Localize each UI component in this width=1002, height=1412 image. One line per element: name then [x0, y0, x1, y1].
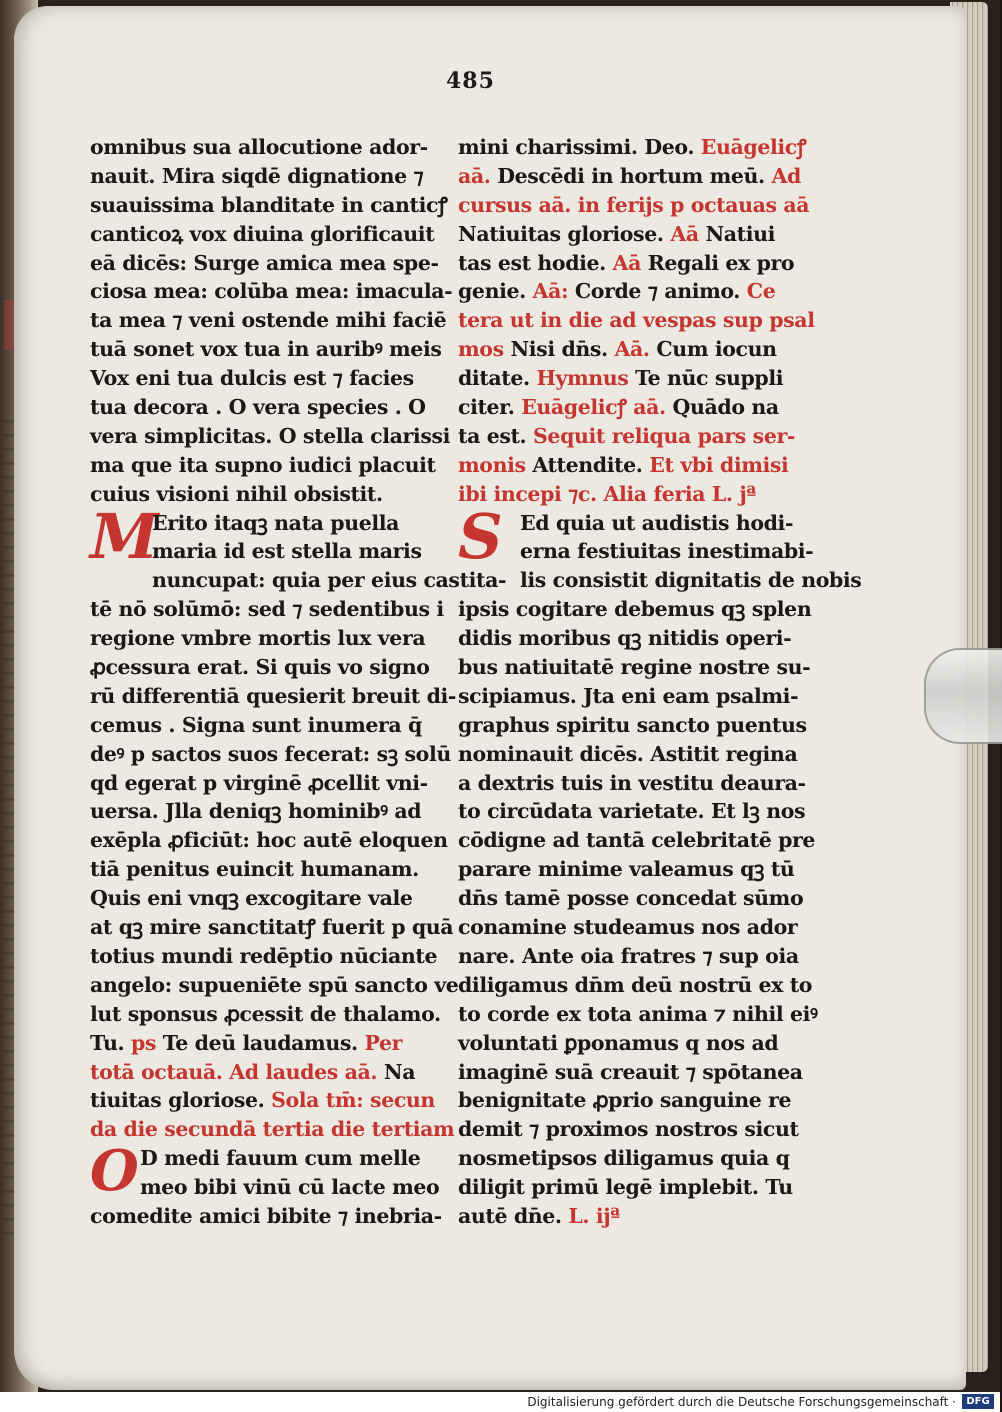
body-text: angelo: supueniēte spū sancto ve: [90, 972, 459, 997]
rubric-text: L. ijª: [568, 1203, 620, 1228]
body-text: Quis eni vnqꝫ excogitare vale: [90, 886, 413, 911]
body-text: tē nō solūmō: sed ⁊ sedentibus i: [90, 597, 444, 622]
body-text: Descēdi in hortum meū.: [497, 163, 772, 188]
text-line: [458, 422, 798, 451]
body-text: tas est hodie.: [458, 250, 613, 275]
text-line: [90, 133, 440, 162]
body-text: Erito itaqꝫ nata puella: [152, 510, 399, 535]
text-line: [458, 653, 811, 682]
page-number: 485: [446, 68, 495, 94]
rubric-text: Aā: [670, 221, 699, 246]
body-text: Cum iocun: [649, 337, 777, 362]
rubricated-initial: M: [90, 499, 159, 573]
text-line: [458, 1000, 818, 1029]
right-text-column: [458, 133, 862, 1231]
body-text: Te deū laudamus.: [156, 1030, 365, 1055]
text-line: [458, 1115, 798, 1144]
text-line: [90, 191, 448, 220]
body-text: tua decora . O vera species . O: [90, 395, 426, 420]
text-line: [458, 769, 806, 798]
rubric-text: ps: [130, 1030, 157, 1055]
text-line: [90, 653, 440, 682]
body-text: uersa. Jlla deniqꝫ hominibꝰ ad: [90, 799, 422, 824]
text-line: [90, 682, 457, 711]
body-text: regione vmbre mortis lux vera: [90, 626, 426, 651]
text-line: [458, 971, 813, 1000]
body-text: cuius visioni nihil obsistit.: [90, 481, 383, 506]
rubric-text: Aā.: [614, 337, 650, 362]
rubric-text: cursus aā. in ferijs p octauas aā: [458, 192, 810, 217]
body-text: erna festiuitas inestimabi-: [520, 539, 814, 564]
body-text: tuā sonet vox tua in auribꝰ meis: [90, 337, 442, 362]
body-text: Natiuitas gloriose.: [458, 221, 671, 246]
body-text: nuncupat: quia per eius castita-: [152, 568, 507, 593]
body-text: imaginē suā creauit ⁊ spōtanea: [458, 1059, 803, 1084]
body-text: didis moribus qꝫ nitidis operi-: [458, 626, 792, 651]
body-text: Vox eni tua dulcis est ⁊ facies: [90, 366, 414, 391]
body-text: Natiui: [698, 221, 776, 246]
body-text: Corde ⁊ animo.: [568, 279, 747, 304]
body-text: meo bibi vinū cū lacte meo: [140, 1175, 440, 1200]
text-line: [458, 1058, 803, 1087]
text-line: [458, 480, 798, 509]
text-line: [90, 1058, 440, 1087]
rubric-text: Sola tm̄: secun: [271, 1088, 435, 1113]
body-text: Quādo na: [665, 395, 779, 420]
body-text: parare minime valeamus qꝫ tū: [458, 857, 795, 882]
text-line: [90, 595, 444, 624]
text-line: [90, 913, 454, 942]
rubric-text: da die secundā tertia die tertiam: [90, 1117, 455, 1142]
text-line: [458, 1173, 798, 1202]
rubric-text: Euāgelicꝭ aā.: [521, 395, 666, 420]
text-line: [458, 306, 815, 335]
body-text: ꝓcessura erat. Si quis vo signo: [90, 655, 430, 680]
body-text: lut sponsus ꝓcessit de thalamo.: [90, 1001, 441, 1026]
body-text: cōdigne ad tantā celebritatē pre: [458, 828, 816, 853]
text-line: [90, 769, 440, 798]
text-line: [458, 191, 810, 220]
body-text: deꝰ p sactos suos fecerat: sꝫ solū: [90, 741, 451, 766]
body-text: tiā penitus euincit humanam.: [90, 857, 419, 882]
rubric-text: Aā: [612, 250, 642, 275]
rubric-text: Aā:: [532, 279, 569, 304]
text-line: [458, 1202, 798, 1231]
text-line: [90, 162, 440, 191]
text-line: [458, 855, 798, 884]
text-line: [458, 220, 798, 249]
body-text: ta est.: [458, 423, 534, 448]
rubric-text: tera ut in die ad vespas sup psal: [458, 308, 815, 333]
body-text: nauit. Mira siqdē dignatione ⁊: [90, 163, 424, 188]
text-line: [90, 1000, 440, 1029]
body-text: Nisi dn̄s.: [503, 337, 615, 362]
rubric-text: Per: [364, 1030, 402, 1055]
body-text: autē dn̄e.: [458, 1203, 569, 1228]
text-line: [90, 826, 448, 855]
text-line: [90, 1115, 455, 1144]
body-text: Attendite.: [525, 452, 650, 477]
rubric-text: Sequit reliqua pars ser-: [533, 423, 795, 448]
body-text: to corde ex tota anima ⁊ nihil eiꝰ: [458, 1001, 818, 1026]
body-text: mini charissimi. Deo.: [458, 135, 701, 159]
text-line: [458, 624, 798, 653]
text-line: [458, 1029, 798, 1058]
body-text: genie.: [458, 279, 533, 304]
body-text: nominauit dicēs. Astitit regina: [458, 741, 798, 766]
body-text: ciosa mea: colūba mea: imacula-: [90, 279, 453, 304]
text-line: [90, 480, 440, 509]
text-line: [90, 740, 451, 769]
text-line: [90, 306, 447, 335]
rubric-text: Ce: [746, 279, 776, 304]
text-line: [458, 277, 798, 306]
rubric-text: totā octauā. Ad laudes aā.: [90, 1059, 378, 1084]
rubric-text: monis: [458, 452, 526, 477]
text-line: [458, 1144, 798, 1173]
body-text: Regali ex pro: [641, 250, 795, 275]
body-text: Tu.: [90, 1030, 131, 1055]
body-text: conamine studeamus nos ador: [458, 915, 798, 940]
text-line: [90, 1173, 440, 1202]
body-text: benignitate ꝓprio sanguine re: [458, 1088, 792, 1113]
digitization-footer: [0, 1392, 1000, 1412]
text-line: [90, 797, 440, 826]
text-line: [90, 451, 440, 480]
rubric-text: Hymnus: [536, 366, 629, 391]
text-line: [458, 797, 806, 826]
body-text: Ed quia ut audistis hodi-: [520, 510, 794, 535]
body-text: maria id est stella maris: [152, 539, 422, 564]
text-line: [90, 942, 440, 971]
text-line: [90, 971, 459, 1000]
text-line: [90, 249, 440, 278]
rubric-text: aā.: [458, 163, 498, 188]
body-text: eā dicēs: Surge amica mea spe-: [90, 250, 439, 275]
body-text: nare. Ante oia fratres ⁊ sup oia: [458, 943, 799, 968]
text-line: [458, 711, 807, 740]
body-text: exēpla ꝓficiūt: hoc autē eloquen: [90, 828, 448, 853]
text-line: [458, 740, 798, 769]
text-line: [458, 249, 798, 278]
text-line: [458, 942, 798, 971]
body-text: cemus . Signa sunt inumera q̄: [90, 712, 422, 737]
rubric-text: mos: [458, 337, 504, 362]
text-line: [458, 682, 798, 711]
text-line: [90, 884, 440, 913]
text-line: [458, 884, 804, 913]
text-line: [458, 364, 798, 393]
body-text: at qꝫ mire sanctitatꝭ fuerit p quā: [90, 915, 454, 940]
rubric-text: Ad: [771, 163, 801, 188]
body-text: ta mea ⁊ veni ostende mihi faciē: [90, 308, 447, 333]
text-line: [458, 451, 798, 480]
body-text: diligit primū legē implebit. Tu: [458, 1175, 793, 1200]
text-line: [458, 162, 801, 191]
body-text: voluntati ꝑponamus q nos ad: [458, 1030, 779, 1055]
body-text: citer.: [458, 395, 522, 420]
text-line: [458, 826, 816, 855]
body-text: suauissima blanditate in canticꝭ: [90, 192, 448, 217]
rubric-text: Et vbi dimisi: [649, 452, 789, 477]
footer-credit: Digitalisierung gefördert durch die Deutsche Forschungsgemeinschaft ·: [527, 1395, 956, 1409]
body-text: a dextris tuis in vestitu deaura-: [458, 770, 806, 795]
body-text: Te nūc suppli: [628, 366, 784, 391]
body-text: D medi fauum cum melle: [140, 1146, 421, 1171]
body-text: scipiamus. Jta eni eam psalmi-: [458, 683, 799, 708]
body-text: vera simplicitas. O stella clarissi: [90, 423, 450, 448]
rubric-text: ibi incepi ⁊c. Alia feria L. jª: [458, 481, 756, 506]
text-line: [90, 1202, 440, 1231]
text-line: [90, 335, 440, 364]
body-text: rū differentiā quesierit breuit di-: [90, 683, 457, 708]
body-text: Na: [377, 1059, 416, 1084]
body-text: lis consistit dignitatis de nobis: [520, 568, 862, 593]
body-text: qd egerat p virginē ꝓcellit vni-: [90, 770, 428, 795]
text-line: [90, 711, 440, 740]
body-text: omnibus sua allocutione ador-: [90, 135, 428, 159]
body-text: tiuitas gloriose.: [90, 1088, 272, 1113]
text-line: [90, 393, 440, 422]
body-text: diligamus dn̄m deū nostrū ex to: [458, 972, 813, 997]
text-line: [90, 855, 440, 884]
body-text: canticoꝝ vox diuina glorificauit: [90, 221, 435, 246]
body-text: nosmetipsos diligamus quia q: [458, 1146, 790, 1171]
text-line: [458, 1086, 798, 1115]
text-line: [458, 566, 862, 595]
text-line: [90, 624, 440, 653]
body-text: bus natiuitatē regine nostre su-: [458, 655, 811, 680]
text-line: [90, 1086, 440, 1115]
text-line: [90, 220, 440, 249]
body-text: comedite amici bibite ⁊ inebria-: [90, 1203, 442, 1228]
text-line: [90, 1029, 440, 1058]
text-line: [458, 133, 807, 162]
text-line: [458, 595, 812, 624]
page-clip: [924, 648, 1002, 744]
body-text: totius mundi redēptio nūciante: [90, 943, 438, 968]
text-line: [90, 277, 453, 306]
text-line: [458, 913, 798, 942]
text-line: [90, 364, 440, 393]
rubricated-initial: O: [90, 1138, 139, 1205]
text-line: [458, 393, 798, 422]
body-text: dn̄s tamē posse concedat sūmo: [458, 886, 804, 911]
text-line: [90, 422, 450, 451]
rubricated-initial: S: [458, 499, 503, 573]
dfg-logo: DFG: [962, 1394, 994, 1409]
text-line: [458, 335, 798, 364]
body-text: ma que ita supno iudici placuit: [90, 452, 436, 477]
body-text: ipsis cogitare debemus qꝫ splen: [458, 597, 812, 622]
body-text: graphus spiritu sancto puentus: [458, 712, 807, 737]
rubric-text: Euāgelicꝭ: [700, 135, 807, 159]
body-text: ditate.: [458, 366, 537, 391]
body-text: to circūdata varietate. Et lꝫ nos: [458, 799, 806, 824]
body-text: demit ⁊ proximos nostros sicut: [458, 1117, 799, 1142]
